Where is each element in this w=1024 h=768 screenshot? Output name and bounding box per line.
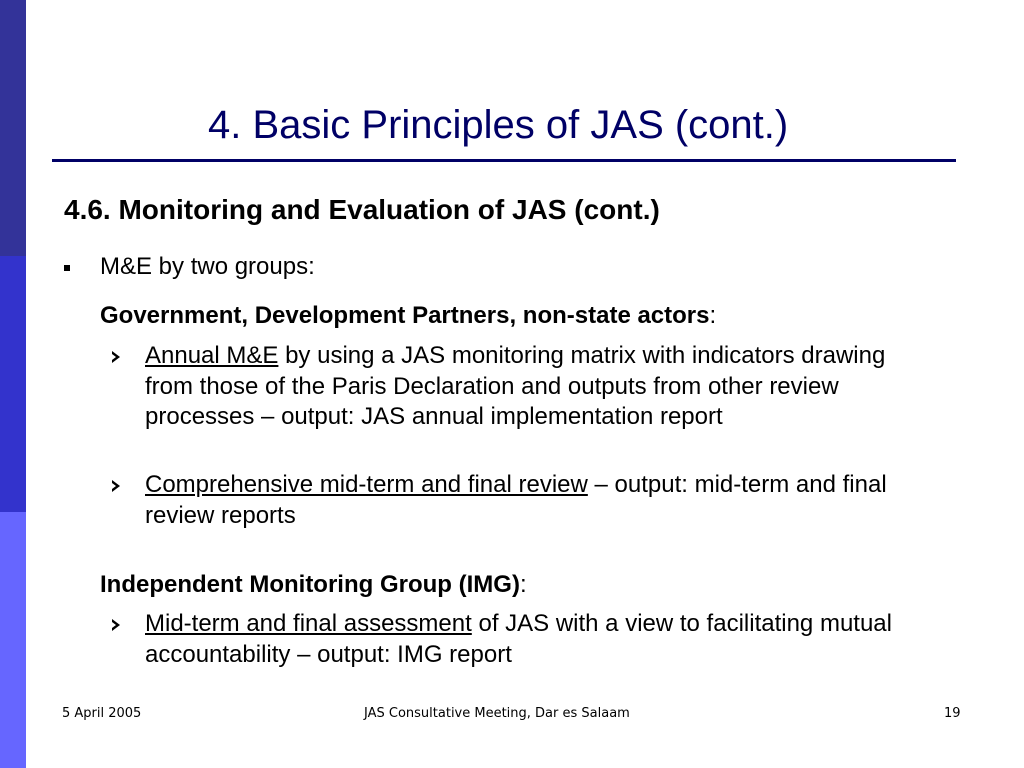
title-divider — [52, 159, 956, 162]
item-underlined-text: Comprehensive mid-term and final review — [145, 471, 588, 498]
list-item — [112, 470, 932, 531]
group-heading-colon: : — [519, 571, 527, 598]
item-underlined-text: Mid-term and final assessment — [145, 610, 472, 637]
item-underlined-text: Annual M&E — [145, 342, 279, 369]
sidebar-band-top — [0, 0, 26, 256]
sidebar-band-bottom — [0, 512, 26, 768]
group-heading-img — [100, 571, 527, 599]
arrow-bullet-icon — [112, 480, 120, 492]
slide-title: 4. Basic Principles of JAS (cont.) — [208, 103, 789, 147]
list-item — [112, 341, 932, 433]
square-bullet-icon — [64, 265, 70, 271]
item-text: of JAS with a view to facilitating mutual accountability – output: IMG report — [145, 610, 892, 668]
group-heading-colon: : — [709, 302, 717, 329]
bullet-text: M&E by two groups: — [100, 253, 315, 280]
footer-date: 5 April 2005 — [62, 706, 142, 721]
sidebar-band-middle — [0, 256, 26, 512]
list-item — [112, 609, 932, 670]
group-heading-government — [100, 302, 716, 330]
group-heading-label: Government, Development Partners, non-state actors — [100, 302, 710, 329]
section-heading: 4.6. Monitoring and Evaluation of JAS (cont.) — [64, 194, 660, 225]
item-text: – output: mid-term and final review reports — [145, 471, 887, 529]
footer-event: JAS Consultative Meeting, Dar es Salaam — [364, 706, 630, 721]
footer-page-number: 19 — [944, 706, 961, 721]
group-heading-label: Independent Monitoring Group (IMG) — [100, 571, 520, 598]
item-text: by using a JAS monitoring matrix with indicators drawing from those of the Paris Declaration and outputs from other review processes – output: JAS annual implementation report — [145, 342, 886, 430]
arrow-bullet-icon — [112, 351, 120, 363]
arrow-bullet-icon — [112, 619, 120, 631]
